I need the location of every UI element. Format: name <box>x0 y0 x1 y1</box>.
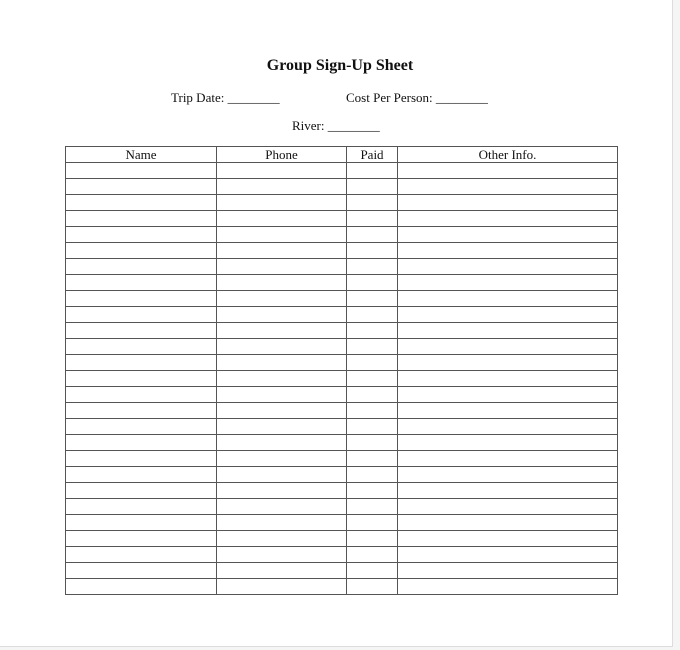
paid-cell <box>347 243 398 259</box>
table-row <box>66 483 618 499</box>
table-header-row <box>66 147 618 163</box>
table-row <box>66 435 618 451</box>
name-cell <box>66 483 217 499</box>
paid-cell <box>347 563 398 579</box>
signup-table <box>65 146 618 595</box>
other-info-cell <box>398 195 618 211</box>
table-row <box>66 195 618 211</box>
table-row <box>66 163 618 179</box>
other-info-cell <box>398 243 618 259</box>
other-info-cell <box>398 227 618 243</box>
phone-cell <box>217 387 347 403</box>
paid-cell <box>347 211 398 227</box>
paid-cell <box>347 499 398 515</box>
column-header-phone: Phone <box>217 147 347 163</box>
name-cell <box>66 355 217 371</box>
other-info-cell <box>398 499 618 515</box>
paid-cell <box>347 435 398 451</box>
paid-cell <box>347 467 398 483</box>
phone-cell <box>217 579 347 595</box>
table-row <box>66 323 618 339</box>
paid-cell <box>347 275 398 291</box>
name-cell <box>66 499 217 515</box>
cost-per-person-field <box>346 90 488 106</box>
other-info-cell <box>398 515 618 531</box>
phone-cell <box>217 563 347 579</box>
table-row <box>66 387 618 403</box>
name-cell <box>66 259 217 275</box>
phone-cell <box>217 243 347 259</box>
other-info-cell <box>398 371 618 387</box>
name-cell <box>66 387 217 403</box>
phone-cell <box>217 179 347 195</box>
river-blank: ________ <box>327 118 380 133</box>
river-label: River: <box>292 118 325 133</box>
phone-cell <box>217 307 347 323</box>
other-info-cell <box>398 547 618 563</box>
table-row <box>66 403 618 419</box>
paid-cell <box>347 403 398 419</box>
other-info-cell <box>398 211 618 227</box>
phone-cell <box>217 483 347 499</box>
other-info-cell <box>398 483 618 499</box>
paid-cell <box>347 179 398 195</box>
paid-cell <box>347 355 398 371</box>
table-row <box>66 243 618 259</box>
name-cell <box>66 243 217 259</box>
phone-cell <box>217 195 347 211</box>
cost-per-person-label: Cost Per Person: <box>346 90 433 105</box>
table-row <box>66 227 618 243</box>
paid-cell <box>347 323 398 339</box>
name-cell <box>66 419 217 435</box>
name-cell <box>66 211 217 227</box>
phone-cell <box>217 211 347 227</box>
name-cell <box>66 339 217 355</box>
table-row <box>66 547 618 563</box>
column-header-name: Name <box>66 147 217 163</box>
phone-cell <box>217 339 347 355</box>
table-row <box>66 467 618 483</box>
phone-cell <box>217 163 347 179</box>
name-cell <box>66 547 217 563</box>
table-row <box>66 579 618 595</box>
name-cell <box>66 307 217 323</box>
name-cell <box>66 531 217 547</box>
table-row <box>66 291 618 307</box>
other-info-cell <box>398 355 618 371</box>
name-cell <box>66 227 217 243</box>
table-row <box>66 451 618 467</box>
table-row <box>66 259 618 275</box>
column-header-other-info: Other Info. <box>398 147 618 163</box>
other-info-cell <box>398 403 618 419</box>
paid-cell <box>347 195 398 211</box>
table-row <box>66 179 618 195</box>
name-cell <box>66 275 217 291</box>
phone-cell <box>217 259 347 275</box>
phone-cell <box>217 435 347 451</box>
paid-cell <box>347 515 398 531</box>
column-header-paid: Paid <box>347 147 398 163</box>
phone-cell <box>217 323 347 339</box>
paid-cell <box>347 547 398 563</box>
table-row <box>66 339 618 355</box>
name-cell <box>66 163 217 179</box>
other-info-cell <box>398 435 618 451</box>
paid-cell <box>347 339 398 355</box>
other-info-cell <box>398 179 618 195</box>
name-cell <box>66 291 217 307</box>
paid-cell <box>347 419 398 435</box>
cost-per-person-blank: ________ <box>435 90 488 105</box>
table-row <box>66 307 618 323</box>
table-row <box>66 371 618 387</box>
page-title: Group Sign-Up Sheet <box>266 57 414 74</box>
name-cell <box>66 563 217 579</box>
paid-cell <box>347 451 398 467</box>
phone-cell <box>217 499 347 515</box>
other-info-cell <box>398 467 618 483</box>
other-info-cell <box>398 291 618 307</box>
table-row <box>66 275 618 291</box>
phone-cell <box>217 419 347 435</box>
trip-date-field <box>171 90 280 106</box>
table-row <box>66 499 618 515</box>
paid-cell <box>347 579 398 595</box>
name-cell <box>66 515 217 531</box>
phone-cell <box>217 355 347 371</box>
phone-cell <box>217 291 347 307</box>
other-info-cell <box>398 339 618 355</box>
phone-cell <box>217 451 347 467</box>
phone-cell <box>217 467 347 483</box>
name-cell <box>66 467 217 483</box>
signup-table-body <box>66 163 618 595</box>
name-cell <box>66 323 217 339</box>
other-info-cell <box>398 259 618 275</box>
other-info-cell <box>398 387 618 403</box>
paid-cell <box>347 227 398 243</box>
paid-cell <box>347 307 398 323</box>
other-info-cell <box>398 419 618 435</box>
other-info-cell <box>398 275 618 291</box>
table-row <box>66 419 618 435</box>
table-row <box>66 531 618 547</box>
other-info-cell <box>398 163 618 179</box>
other-info-cell <box>398 451 618 467</box>
table-row <box>66 211 618 227</box>
other-info-cell <box>398 531 618 547</box>
phone-cell <box>217 531 347 547</box>
trip-date-blank: ________ <box>227 90 280 105</box>
phone-cell <box>217 227 347 243</box>
other-info-cell <box>398 323 618 339</box>
phone-cell <box>217 275 347 291</box>
name-cell <box>66 451 217 467</box>
name-cell <box>66 179 217 195</box>
name-cell <box>66 403 217 419</box>
other-info-cell <box>398 579 618 595</box>
paid-cell <box>347 291 398 307</box>
phone-cell <box>217 547 347 563</box>
river-field <box>292 118 380 134</box>
name-cell <box>66 435 217 451</box>
name-cell <box>66 195 217 211</box>
table-row <box>66 563 618 579</box>
paid-cell <box>347 259 398 275</box>
paid-cell <box>347 483 398 499</box>
table-row <box>66 515 618 531</box>
trip-date-label: Trip Date: <box>171 90 225 105</box>
name-cell <box>66 371 217 387</box>
table-row <box>66 355 618 371</box>
phone-cell <box>217 371 347 387</box>
paid-cell <box>347 531 398 547</box>
paid-cell <box>347 387 398 403</box>
name-cell <box>66 579 217 595</box>
other-info-cell <box>398 563 618 579</box>
paid-cell <box>347 163 398 179</box>
phone-cell <box>217 515 347 531</box>
other-info-cell <box>398 307 618 323</box>
paid-cell <box>347 371 398 387</box>
phone-cell <box>217 403 347 419</box>
